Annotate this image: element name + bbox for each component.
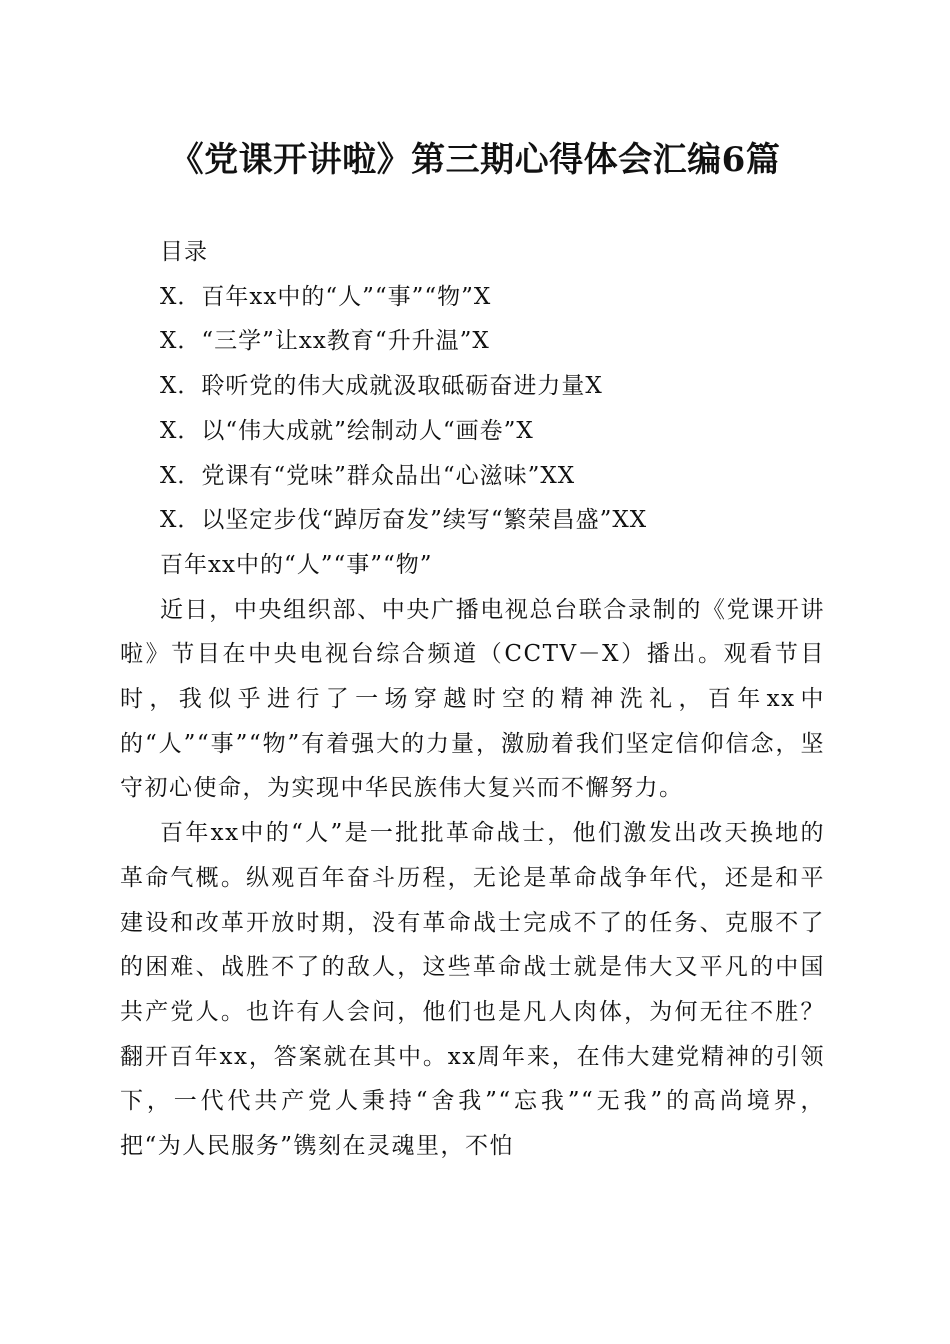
toc-item: X．以坚定步伐“踔厉奋发”续写“繁荣昌盛”XX: [160, 507, 648, 534]
table-of-contents: [120, 275, 825, 543]
toc-item: X．党课有“党味”群众品出“心滋味”XX: [160, 462, 576, 489]
body-paragraph: 百年xx中的“人”是一批批革命战士，他们激发出改天换地的革命气概。纵观百年奋斗历程，无论是革命战争年代，还是和平建设和改革开放时期，没有革命战士完成不了的任务、克服不了的困难、战胜不了的敌人，这些革命战士就是伟大又平凡的中国共产党人。也许有人会问，他们也是凡人肉体，为何无往不胜？翻开百年xx，答案就在其中。xx周年来，在伟大建党精神的引领下，一代代共产党人秉持“舍我”“忘我”“无我”的高尚境界，把“为人民服务”镌刻在灵魂里，不怕: [120, 820, 825, 1160]
document-title: 《党课开讲啦》第三期心得体会汇编6篇: [169, 140, 781, 180]
section-title: 百年xx中的“人”“事”“物”: [160, 551, 433, 578]
toc-item: X．聆听党的伟大成就汲取砥砺奋进力量X: [160, 373, 603, 400]
toc-heading: 目录: [160, 239, 208, 265]
document-body: [120, 230, 825, 1169]
toc-item: X．以“伟大成就”绘制动人“画卷”X: [160, 417, 534, 444]
body-paragraph: 近日，中央组织部、中央广播电视总台联合录制的《党课开讲啦》节目在中央电视台综合频道（CCTV－X）播出。观看节目时，我似乎进行了一场穿越时空的精神洗礼，百年xx中的“人”“事”“物”有着强大的力量，激励着我们坚定信仰信念，坚守初心使命，为实现中华民族伟大复兴而不懈努力。: [120, 596, 825, 802]
toc-item: X．百年xx中的“人”“事”“物”X: [160, 283, 492, 310]
toc-item: X．“三学”让xx教育“升升温”X: [160, 328, 490, 355]
